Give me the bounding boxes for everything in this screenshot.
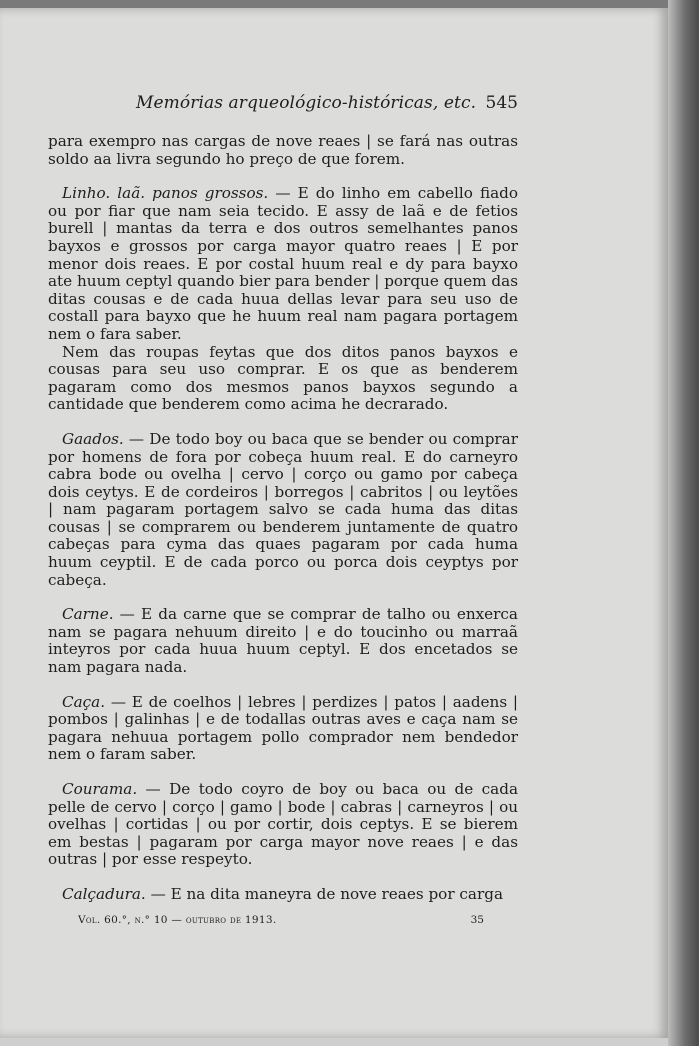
paragraph-text: — De todo coyro de boy ou baca ou de cada pelle de cervo | corço | gamo | bode | cabras | carneyros | ou ovelhas | cortidas | ou por cortir, dois ceptys. E se bierem em bestas | pagaram por carga mayor nove reaes | e das outras | por esse respeyto. — [48, 780, 518, 869]
paragraph-text: — E do linho em cabello fiado ou por fiar que nam seia tecido. E assy de laã e de fetios burell | mantas da terra e dos outros semelhantes panos bayxos e grossos por carga mayor quatro reaes | E por menor dois reaes. E por costal huum real e dy para bayxo ate huum ceptyl quando bier para bender | porque quem das ditas cousas e de cada huua dellas levar para seu uso de costall para bayxo que he huum real nam pagara portagem nem o fara saber. — [48, 184, 518, 343]
entry-keyword: Caça. — [62, 692, 106, 711]
entry-paragraph — [48, 431, 518, 589]
entry-keyword: Linho. laã. panos grossos. — [62, 184, 269, 203]
entry-paragraph — [48, 886, 518, 904]
book-spine — [668, 0, 699, 1046]
entry-paragraph — [48, 185, 518, 343]
paragraph — [48, 344, 518, 414]
entry-keyword: Courama. — [62, 780, 138, 798]
paragraph-text: Nem das roupas feytas que dos ditos panos bayxos e cousas para seu uso comprar. E os que as benderem pagaram como dos mesmos panos bayxos segundo a cantidade que benderem como acima he decrarado. — [48, 342, 518, 414]
entry-keyword: Carne. — [62, 605, 114, 624]
entry-paragraph — [48, 606, 518, 676]
paragraph-text: para exempro nas cargas de nove reaes | se fará nas outras soldo aa livra segundo ho preço de que forem. — [48, 132, 518, 168]
entry-keyword: Gaados. — [62, 429, 124, 448]
page-top-edge — [0, 0, 699, 8]
book-page — [0, 8, 668, 1038]
entry-paragraph — [48, 781, 518, 869]
entry-keyword: Calçadura. — [62, 884, 146, 903]
paragraph-text: — E da carne que se comprar de talho ou enxerca nam se pagara nehuum direito | e do toucinho ou marraã inteyros por cada huua huum ceptyl. E dos encetados se nam pagara nada. — [48, 605, 518, 677]
volume-info: Vol. 60.°, n.° 10 — outubro de 1913. — [78, 914, 277, 926]
page-number: 545 — [485, 93, 518, 113]
running-header — [48, 93, 518, 117]
entry-paragraph — [48, 694, 518, 764]
paragraph-text: — E na dita maneyra de nove reaes por carga — [145, 884, 504, 903]
paragraph-text: — De todo boy ou baca que se bender ou comprar por homens de fora por cobeça huum real. E do carneyro cabra bode ou ovelha | cervo | corço ou gamo por cabeça dois ceytys. E de cordeiros | borregos | cabritos | ou leytões | nam pagaram portagem salvo se cada huma das ditas cousas | se comprarem ou benderem juntamente de quatro cabeças para cyma das quaes pagaram por cada huma huum ceyptil. E de cada porco ou porca dois ceyptys por cabeça. — [48, 429, 518, 589]
body-text — [48, 133, 518, 904]
page-footer — [78, 914, 484, 930]
paragraph-text: — E de coelhos | lebres | perdizes | patos | aadens | pombos | galinhas | e de todallas outras aves e caça nam se pagara nehuua portagem pollo comprador nem bendedor nem o faram saber. — [48, 692, 518, 764]
signature-mark: 35 — [470, 914, 484, 926]
running-title: Memórias arqueológico-históricas, etc. — [136, 93, 477, 113]
paragraph — [48, 133, 518, 168]
